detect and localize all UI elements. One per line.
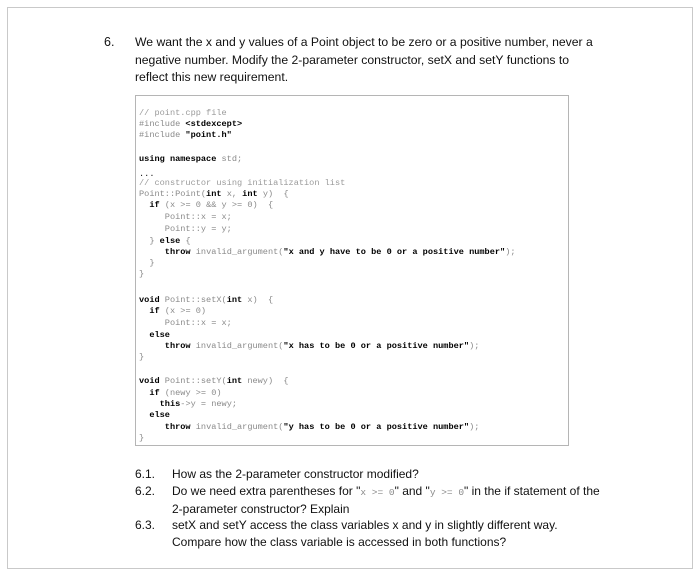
code-line: Point::Point(int x, int y) { [139, 189, 289, 199]
subquestion-number: 6.3. [135, 518, 156, 532]
code-line: throw invalid_argument("x and y have to be 0 or a positive number"); [164, 247, 516, 257]
code-line: if (newy >= 0) [149, 388, 222, 398]
code-line: Point::x = x; [139, 212, 232, 222]
code-line: #include "point.h" [139, 130, 232, 140]
code-line: } else { [139, 236, 191, 246]
code-line: void Point::setX(int x) { [139, 295, 274, 305]
code-line: ... [139, 169, 155, 179]
code-line: throw invalid_argument("x has to be 0 or a positive number"); [164, 341, 480, 351]
code-line: // constructor using initialization list [139, 178, 346, 188]
code-line: void Point::setY(int newy) { [139, 376, 289, 386]
subquestion-number: 6.1. [135, 467, 156, 481]
code-line: else [149, 330, 170, 340]
question-number: 6. [104, 35, 115, 49]
code-line: throw invalid_argument("y has to be 0 or a positive number"); [164, 422, 480, 432]
code-line: } [139, 433, 145, 443]
code-line: Point::y = y; [139, 224, 232, 234]
code-line: // point.cpp file [139, 108, 227, 118]
code-line: using namespace std; [139, 154, 243, 164]
code-line: } [139, 352, 145, 362]
subquestion-text: How as the 2-parameter constructor modified? [172, 467, 419, 481]
code-line: this->y = newy; [159, 399, 238, 409]
code-line: if (x >= 0 && y >= 0) { [149, 200, 274, 210]
question-text: We want the x and y values of a Point object to be zero or a positive number, never a negative number. Modify the 2-parameter constructor, setX and setY functions to reflect this new requirement. [135, 35, 593, 84]
code-line: } [139, 269, 145, 279]
subquestion-text: Do we need extra parentheses for "x >= 0" and "y >= 0" in the if statement of the 2-parameter constructor? Explain [172, 484, 600, 516]
code-line: Point::x = x; [139, 318, 232, 328]
code-line: if (x >= 0) [149, 306, 207, 316]
code-line: } [139, 258, 155, 268]
code-line: else [149, 410, 170, 420]
subquestion-text: setX and setY access the class variables x and y in slightly different way. Compare how the class variable is accessed in both functions? [172, 518, 558, 549]
code-line: #include <stdexcept> [139, 119, 243, 129]
subquestion-number: 6.2. [135, 484, 156, 498]
